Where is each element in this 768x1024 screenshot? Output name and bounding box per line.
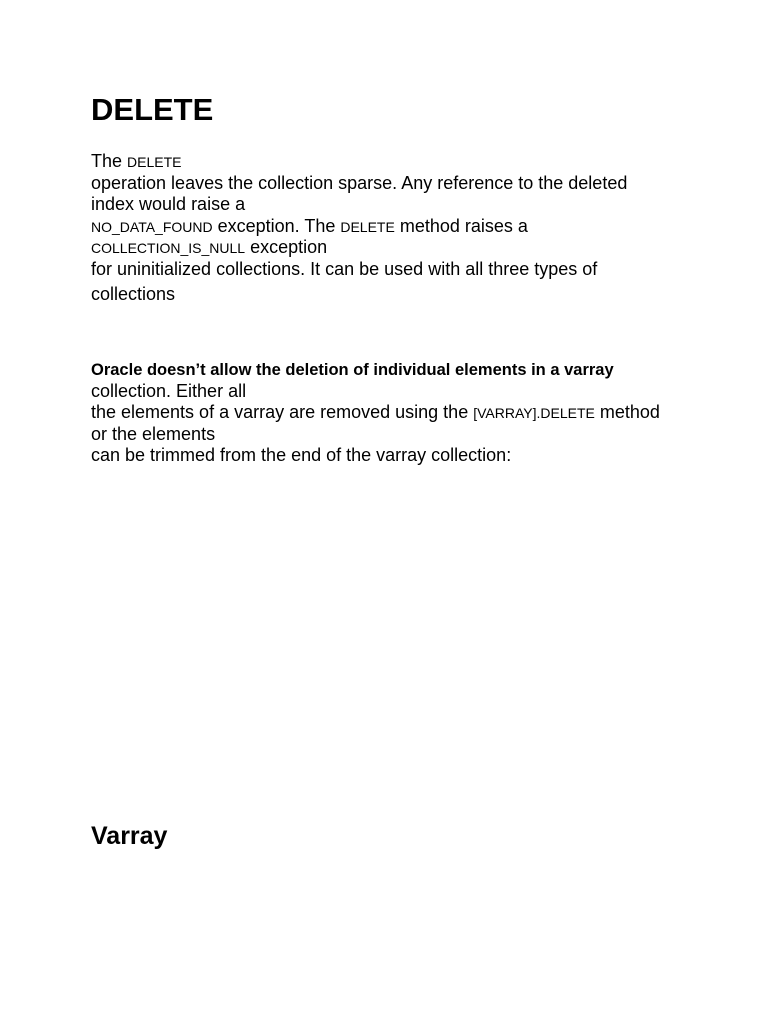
text-line: collection. Either all	[91, 381, 247, 401]
text-line: NO_DATA_FOUND exception. The DELETE method raises a	[91, 216, 528, 236]
text-line: the elements of a varray are removed using the [VARRAY].DELETE method	[91, 402, 660, 422]
text-line: index would raise a	[91, 194, 246, 214]
code-term: [VARRAY].DELETE	[473, 405, 595, 421]
heading-delete: DELETE	[91, 92, 214, 127]
text-line: or the elements	[91, 424, 216, 444]
code-term: NO_DATA_FOUND	[91, 219, 213, 235]
text-line: can be trimmed from the end of the varray collection:	[91, 445, 512, 465]
code-term: COLLECTION_IS_NULL	[91, 240, 246, 256]
text-line: collections	[91, 284, 176, 304]
code-term: DELETE	[127, 154, 182, 170]
bold-text-line: Oracle doesn’t allow the deletion of individual elements in a varray	[91, 361, 614, 379]
text-line: The DELETE	[91, 151, 182, 171]
text-line: COLLECTION_IS_NULL exception	[91, 237, 328, 257]
text-line: for uninitialized collections. It can be used with all three types of	[91, 259, 598, 279]
heading-varray: Varray	[91, 822, 168, 850]
text-line: operation leaves the collection sparse. Any reference to the deleted	[91, 173, 628, 193]
code-term: DELETE	[340, 219, 395, 235]
